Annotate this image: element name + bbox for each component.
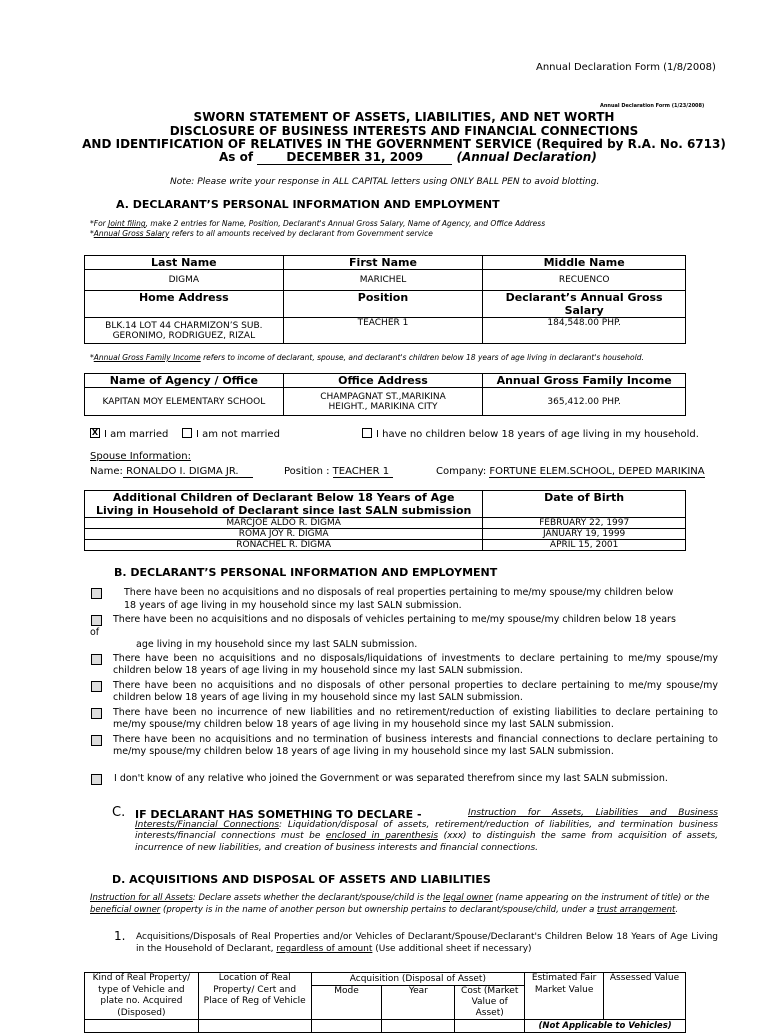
child-dob[interactable]: JANUARY 19, 1999 xyxy=(483,529,686,540)
children-header: Additional Children of Declarant Below 18 Years of Age Living in Household of Declarant since last SALN submission xyxy=(85,491,483,518)
statement-1-checkbox[interactable] xyxy=(91,588,102,599)
item-1-number: 1. xyxy=(114,929,126,943)
no-children-label: I have no children below 18 years of age living in my household. xyxy=(376,429,699,440)
statement-2-checkbox[interactable] xyxy=(91,615,102,626)
statement-6-text: There have been no acquisitions and no termination of business interests and financial connections to declare pertaining to me/my spouse/my children below 18 years of age living in my household since my last SALN submission. xyxy=(113,734,718,757)
statement-7-checkbox[interactable] xyxy=(91,774,102,785)
title-line-2: DISCLOSURE OF BUSINESS INTERESTS AND FINANCIAL CONNECTIONS xyxy=(169,124,639,138)
section-a-title: A. DECLARANT’S PERSONAL INFORMATION AND EMPLOYMENT xyxy=(116,198,500,211)
married-option[interactable] xyxy=(90,429,168,440)
statement-5-checkbox[interactable] xyxy=(91,708,102,719)
statement-3-checkbox[interactable] xyxy=(91,654,102,665)
spouse-position-row xyxy=(284,466,393,478)
assessed-header: Assessed Value xyxy=(604,973,686,1020)
family-income-note: *Annual Gross Family Income refers to income of declarant, spouse, and declarant's children below 18 years of age living in declarant's household. xyxy=(90,353,644,362)
statement-5-text: There have been no incurrence of new liabilities and no retirement/reduction of existing liabilities to declare pertaining to me/my spouse/my children below 18 years of age living in my household since my last SALN submission. xyxy=(113,707,718,730)
gross-salary-header: Declarant’s Annual Gross Salary xyxy=(483,291,686,318)
home-address-header: Home Address xyxy=(85,291,284,318)
last-name-value[interactable]: DIGMA xyxy=(85,270,284,291)
section-d-title: D. ACQUISITIONS AND DISPOSAL OF ASSETS AND LIABILITIES xyxy=(112,873,491,886)
statement-2-of: of xyxy=(90,627,100,638)
section-c-title: IF DECLARANT HAS SOMETHING TO DECLARE - xyxy=(135,808,422,821)
child-dob[interactable]: APRIL 15, 2001 xyxy=(483,540,686,551)
spouse-company-row xyxy=(436,466,705,478)
section-b-title: B. DECLARANT’S PERSONAL INFORMATION AND EMPLOYMENT xyxy=(114,566,498,579)
middle-name-value[interactable]: RECUENCO xyxy=(483,270,686,291)
form-version-label: Annual Declaration Form (1/8/2008) xyxy=(536,62,716,73)
spouse-info-label: Spouse Information: xyxy=(90,451,191,462)
personal-info-table xyxy=(84,255,686,344)
section-c-letter: C. xyxy=(112,805,126,820)
section-c-instruction: Instruction for Assets, Liabilities and Business Interests/Financial Connections: Liquidation/disposal of assets, retirement/reduction of liabilities, and termination business interests/financial connections must be enclosed in parenthesis (xxx) to distinguish the same from acquisition of assets, incurrence of new liabilities, and creation of business interests and financial connections. xyxy=(135,808,718,853)
child-name[interactable]: MARCJOE ALDO R. DIGMA xyxy=(85,518,483,529)
not-applicable-note: (Not Applicable to Vehicles) xyxy=(525,1020,686,1033)
home-address-value[interactable]: BLK.14 LOT 44 CHARMIZON’S SUB. GERONIMO, RODRIGUEZ, RIZAL xyxy=(85,318,284,344)
fair-market-header: Estimated Fair Market Value xyxy=(525,973,604,1020)
year-header: Year xyxy=(382,986,455,1020)
statement-7-text: I don't know of any relative who joined the Government or was separated therefrom since my last SALN submission. xyxy=(114,773,668,784)
child-dob[interactable]: FEBRUARY 22, 1997 xyxy=(483,518,686,529)
married-checkbox[interactable]: X xyxy=(91,428,99,437)
statement-1-line2: 18 years of age living in my household since my last SALN submission. xyxy=(124,600,462,611)
location-header: Location of Real Property/ Cert and Place of Reg of Vehicle xyxy=(198,973,311,1020)
married-label: I am married xyxy=(104,429,169,440)
statement-4-checkbox[interactable] xyxy=(91,681,102,692)
mode-header: Mode xyxy=(311,986,382,1020)
title-line-1: SWORN STATEMENT OF ASSETS, LIABILITIES, AND NET WORTH xyxy=(193,110,615,124)
agency-table xyxy=(84,373,686,416)
last-name-header: Last Name xyxy=(85,256,284,270)
no-children-checkbox[interactable] xyxy=(362,428,372,438)
not-married-checkbox[interactable] xyxy=(182,428,192,438)
as-of-label: As of xyxy=(219,150,254,164)
family-income-header: Annual Gross Family Income xyxy=(483,374,686,388)
cost-header: Cost (Market Value of Asset) xyxy=(455,986,525,1020)
child-name[interactable]: ROMA JOY R. DIGMA xyxy=(85,529,483,540)
spouse-name-row xyxy=(90,466,253,478)
as-of-line xyxy=(219,150,597,165)
statement-6-checkbox[interactable] xyxy=(91,735,102,746)
position-header: Position xyxy=(283,291,483,318)
joint-filing-note: *For Joint filing, make 2 entries for Name, Position, Declarant's Annual Gross Salary, Name of Agency, and Office Address xyxy=(90,219,546,228)
position-value[interactable]: TEACHER 1 xyxy=(283,318,483,344)
as-of-suffix: (Annual Declaration) xyxy=(456,150,597,164)
child-name[interactable]: RONACHEL R. DIGMA xyxy=(85,540,483,551)
item-1-text: Acquisitions/Disposals of Real Properties and/or Vehicles of Declarant/Spouse/Declarant's Children Below 18 Years of Age Living in the Household of Declarant, regardless of amount (Use additional sheet if necessary) xyxy=(136,932,718,954)
as-of-date[interactable]: DECEMBER 31, 2009 xyxy=(257,150,452,165)
spouse-company-label: Company: xyxy=(436,466,487,477)
spouse-company-value[interactable]: FORTUNE ELEM.SCHOOL, DEPED MARIKINA xyxy=(489,466,705,477)
form-version-small-label: Annual Declaration Form (1/23/2008) xyxy=(600,103,705,109)
spouse-name-value[interactable]: RONALDO I. DIGMA JR. xyxy=(123,466,253,478)
middle-name-header: Middle Name xyxy=(483,256,686,270)
statement-1-line1: There have been no acquisitions and no disposals of real properties pertaining to me/my spouse/my children below xyxy=(124,587,674,598)
section-d-instruction: Instruction for all Assets: Declare assets whether the declarant/spouse/child is the legal owner (name appearing on the instrument of title) or the beneficial owner (property is in the name of another person but ownership pertains to declarant/spouse/child, under a trust arrangement. xyxy=(90,893,710,915)
statement-2-line1: There have been no acquisitions and no disposals of vehicles pertaining to me/my spouse/my children below 18 years xyxy=(113,614,676,625)
not-married-label: I am not married xyxy=(196,429,280,440)
statement-4-text: There have been no acquisitions and no disposals of other personal properties to declare pertaining to me/my spouse/my children below 18 years of age living in my household since my last SALN submission. xyxy=(113,680,718,703)
office-address-header: Office Address xyxy=(283,374,483,388)
spouse-name-label: Name: xyxy=(90,466,123,477)
note-text: Note: Please write your response in ALL CAPITAL letters using ONLY BALL PEN to avoid blotting. xyxy=(170,177,600,187)
kind-header: Kind of Real Property/ type of Vehicle and plate no. Acquired (Disposed) xyxy=(85,973,199,1020)
children-table xyxy=(84,490,686,551)
gross-salary-value[interactable]: 184,548.00 PHP. xyxy=(483,318,686,344)
first-name-value[interactable]: MARICHEL xyxy=(283,270,483,291)
not-married-option[interactable] xyxy=(182,429,280,440)
agency-header: Name of Agency / Office xyxy=(85,374,284,388)
spouse-position-label: Position : xyxy=(284,466,330,477)
agency-value[interactable]: KAPITAN MOY ELEMENTARY SCHOOL xyxy=(85,388,284,416)
dob-header: Date of Birth xyxy=(483,491,686,518)
statement-2-line2: age living in my household since my last SALN submission. xyxy=(136,639,418,650)
family-income-value[interactable]: 365,412.00 PHP. xyxy=(483,388,686,416)
annual-gross-salary-note: *Annual Gross Salary refers to all amounts received by declarant from Government service xyxy=(90,229,433,238)
office-address-value[interactable]: CHAMPAGNAT ST.,MARIKINA HEIGHT., MARIKINA CITY xyxy=(283,388,483,416)
title-line-3: AND IDENTIFICATION OF RELATIVES IN THE GOVERNMENT SERVICE (Required by R.A. No. 6713) xyxy=(82,137,726,151)
acquisition-header: Acquisition (Disposal of Asset) xyxy=(311,973,525,986)
no-children-option[interactable] xyxy=(362,429,699,440)
first-name-header: First Name xyxy=(283,256,483,270)
spouse-position-value[interactable]: TEACHER 1 xyxy=(333,466,393,478)
statement-3-text: There have been no acquisitions and no disposals/liquidations of investments to declare pertaining to me/my spouse/my children below 18 years of age living in my household since my last SALN submission. xyxy=(113,653,718,676)
